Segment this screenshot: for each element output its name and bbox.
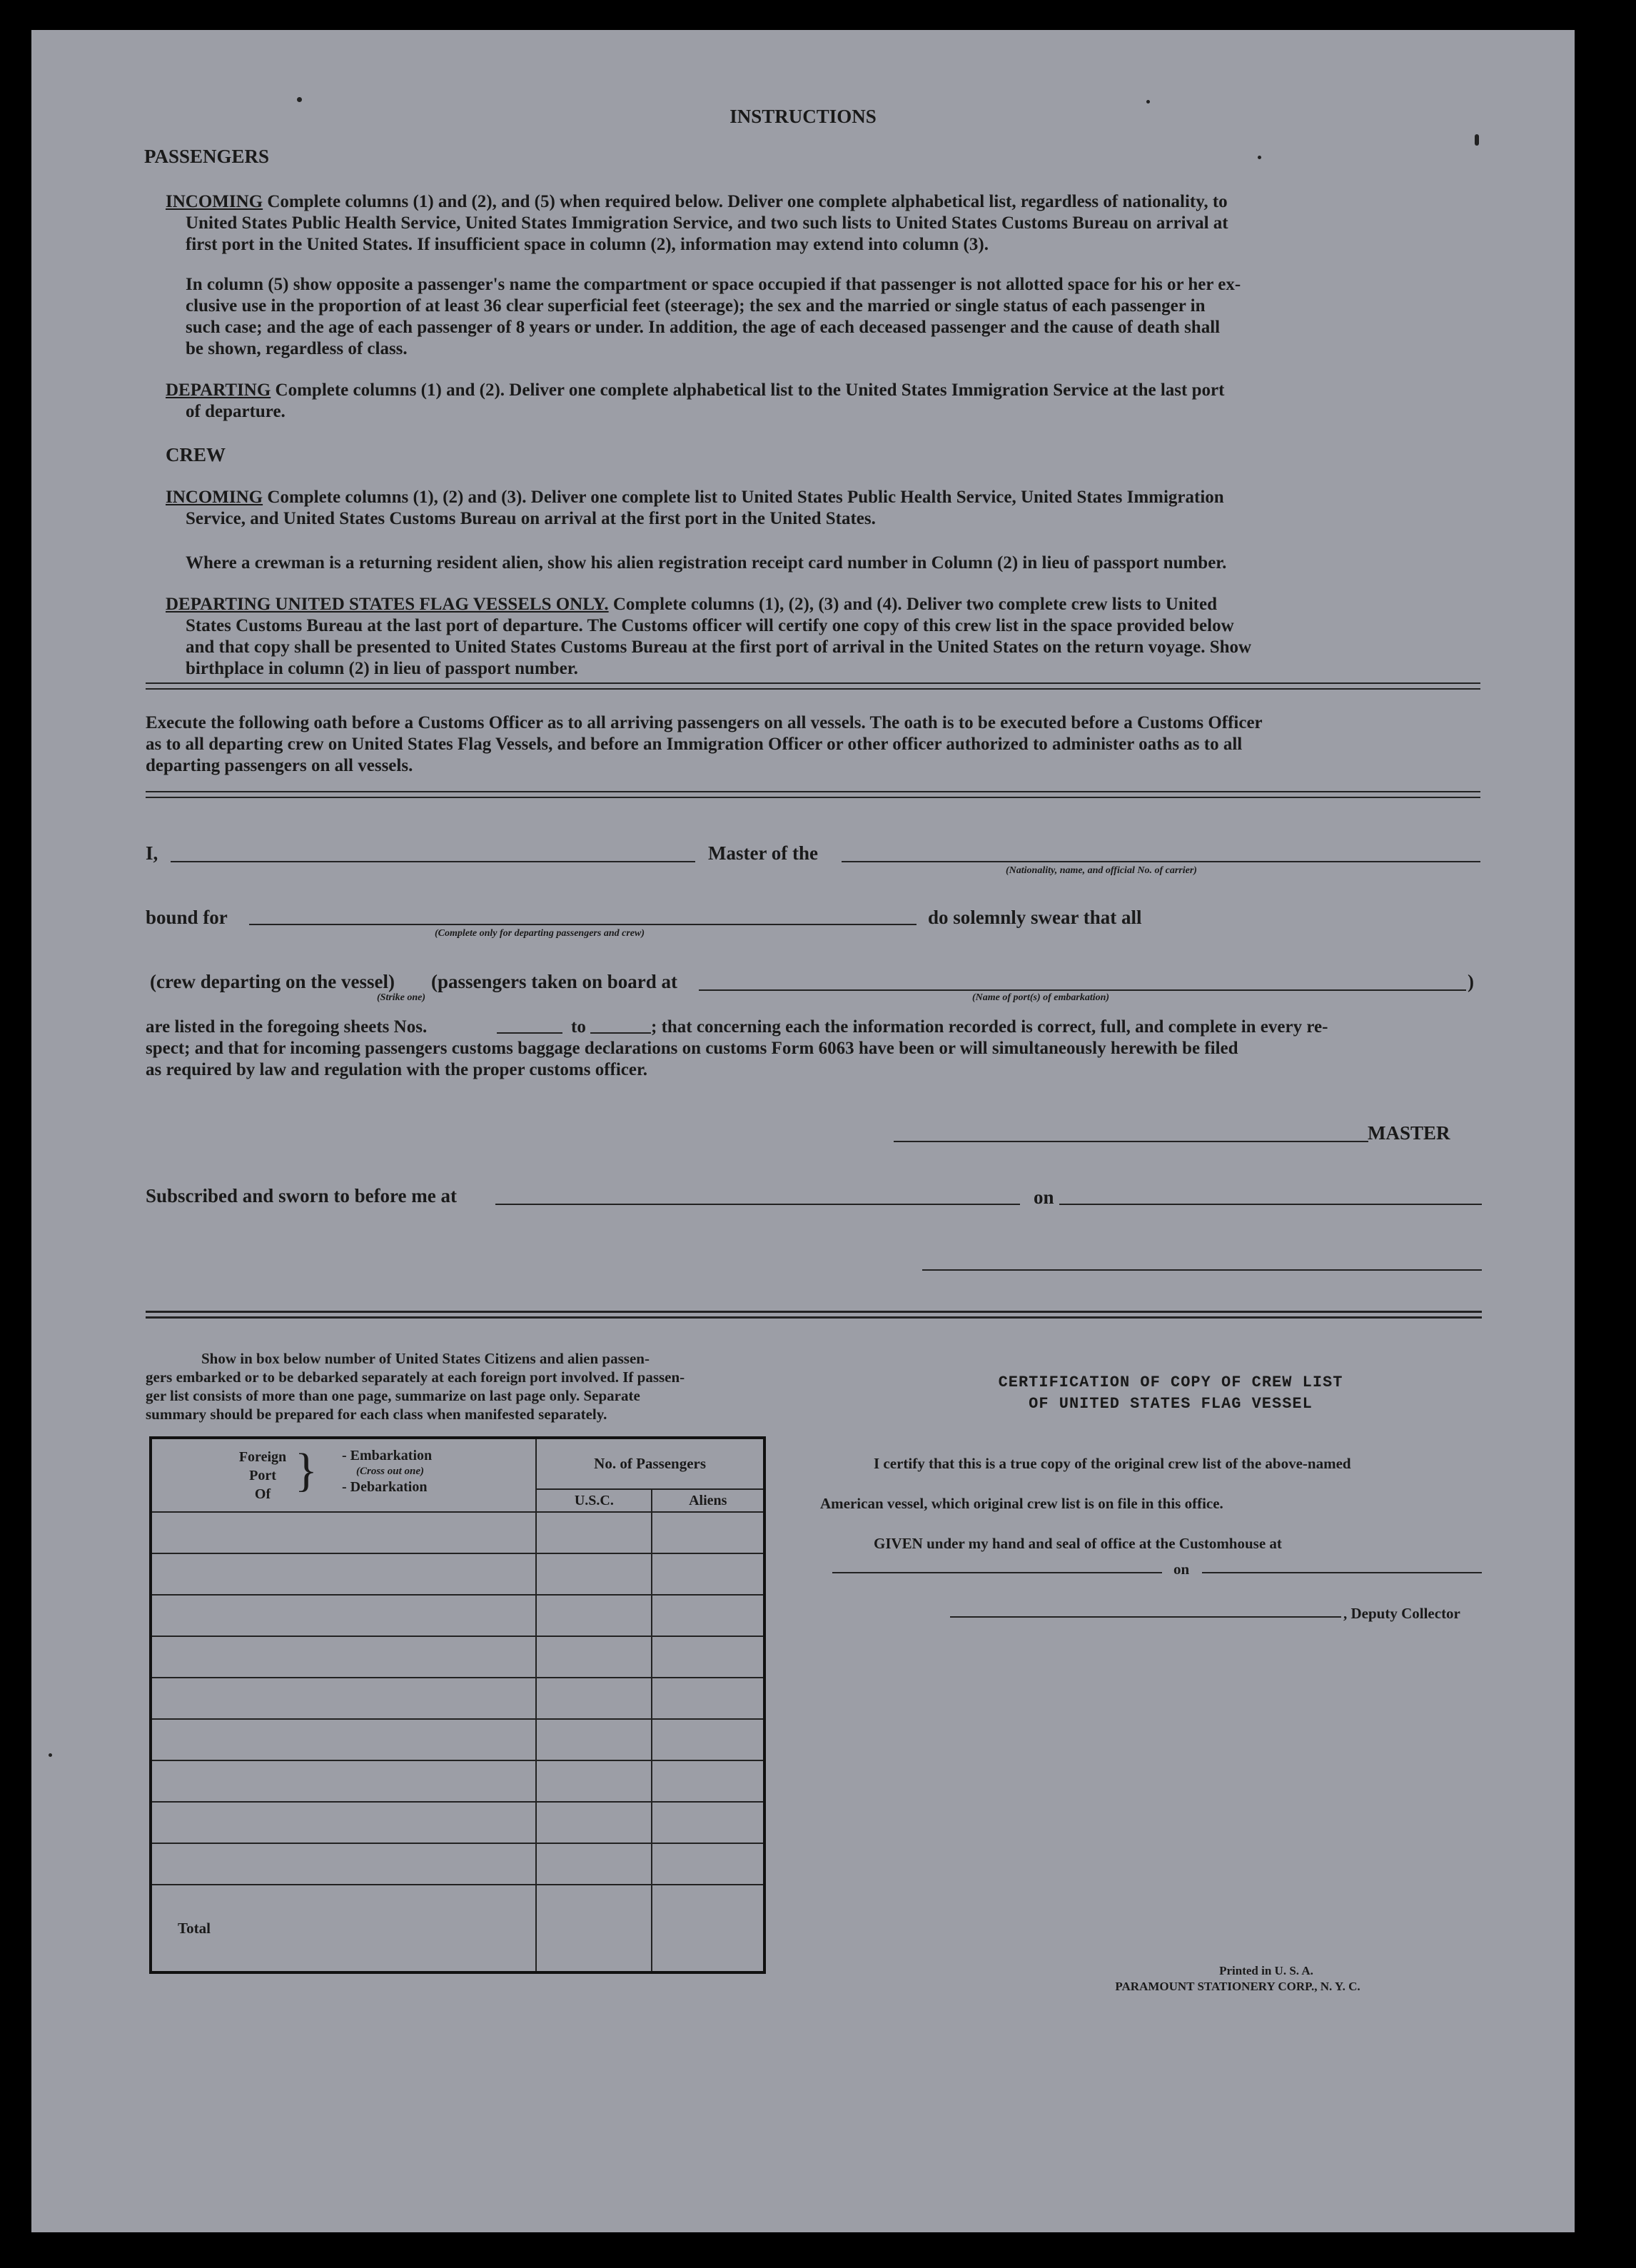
usc-cell[interactable] bbox=[536, 1595, 652, 1636]
aliens-cell[interactable] bbox=[652, 1595, 764, 1636]
bound-for-label: bound for bbox=[146, 907, 228, 928]
aliens-cell[interactable] bbox=[652, 1719, 764, 1760]
sworn-location-field[interactable] bbox=[495, 1204, 1020, 1205]
speck bbox=[1258, 156, 1261, 159]
table-row bbox=[151, 1512, 764, 1553]
bound-for-field[interactable] bbox=[249, 924, 917, 925]
usc-cell[interactable] bbox=[536, 1678, 652, 1719]
crew-departing-text-4: birthplace in column (2) in lieu of passport number. bbox=[186, 659, 578, 678]
port-cell[interactable] bbox=[151, 1719, 536, 1760]
subscribed-label: Subscribed and sworn to before me at bbox=[146, 1185, 458, 1206]
aliens-cell[interactable] bbox=[652, 1512, 764, 1553]
table-row bbox=[151, 1595, 764, 1636]
sheet-to-field[interactable] bbox=[590, 1032, 651, 1034]
embark-debark-label bbox=[342, 1448, 432, 1495]
sworn-on-label: on bbox=[1034, 1186, 1054, 1208]
certify-on-label: on bbox=[1173, 1561, 1190, 1578]
master-name-field[interactable] bbox=[171, 861, 695, 862]
aliens-cell[interactable] bbox=[652, 1636, 764, 1678]
certification-title bbox=[817, 1372, 1525, 1415]
ports-caption: (Name of port(s) of embarkation) bbox=[972, 992, 1110, 1003]
passengers-incoming-paragraph bbox=[166, 191, 1465, 256]
embarkation-ports-field[interactable] bbox=[699, 989, 1466, 991]
deputy-signature-field[interactable] bbox=[950, 1616, 1341, 1618]
oath-intro-line: departing passengers on all vessels. bbox=[146, 756, 413, 775]
listed-line: as required by law and regulation with the proper customs officer. bbox=[146, 1060, 648, 1079]
usc-total-cell[interactable] bbox=[536, 1885, 652, 1972]
master-signature-field[interactable] bbox=[894, 1141, 1368, 1142]
crew-departing-text-3: and that copy shall be presented to United States Customs Bureau at the first port of arrival in the United States on the return voyage. Show bbox=[186, 637, 1252, 657]
aliens-cell[interactable] bbox=[652, 1760, 764, 1802]
table-row bbox=[151, 1719, 764, 1760]
usc-header: U.S.C. bbox=[536, 1489, 652, 1512]
divider bbox=[146, 1311, 1482, 1313]
deputy-collector-label: , Deputy Collector bbox=[1343, 1605, 1460, 1622]
listed-a: are listed in the foregoing sheets Nos. bbox=[146, 1017, 428, 1037]
listed-continuation bbox=[146, 1038, 1488, 1081]
aliens-cell[interactable] bbox=[652, 1553, 764, 1595]
master-label: MASTER bbox=[1368, 1122, 1450, 1144]
bound-for-caption: (Complete only for departing passengers and crew) bbox=[435, 928, 645, 939]
oath-i-label: I, bbox=[146, 842, 158, 864]
no-passengers-header: No. of Passengers bbox=[536, 1438, 764, 1489]
port-cell[interactable] bbox=[151, 1595, 536, 1636]
crew-departing-text-2: States Customs Bureau at the last port of departure. The Customs officer will certify one copy of this crew list in the space provided below bbox=[186, 616, 1234, 635]
passengers-incoming-text-3: first port in the United States. If insufficient space in column (2), information may extend into column (3). bbox=[186, 235, 989, 254]
crew-incoming-text-2: Service, and United States Customs Bureau on arrival at the first port in the United States. bbox=[186, 509, 876, 528]
passengers-departing-label: DEPARTING bbox=[166, 380, 271, 400]
usc-cell[interactable] bbox=[536, 1512, 652, 1553]
certify-line1: I certify that this is a true copy of the original crew list of the above-named bbox=[874, 1455, 1351, 1472]
total-label: Total bbox=[151, 1885, 536, 1972]
passengers-heading: PASSENGERS bbox=[144, 146, 270, 167]
port-cell[interactable] bbox=[151, 1512, 536, 1553]
crew-incoming-paragraph bbox=[166, 487, 1465, 530]
crew-departing-text: Complete columns (1), (2), (3) and (4). Deliver two complete crew lists to United bbox=[612, 595, 1218, 614]
summary-line: Show in box below number of United States Citizens and alien passen- bbox=[201, 1350, 650, 1367]
passengers-incoming-text-2: United States Public Health Service, United States Immigration Service, and two such lists to United States Customs Bureau on arrival at bbox=[186, 213, 1228, 233]
divider bbox=[146, 791, 1480, 792]
cross-out-caption: (Cross out one) bbox=[356, 1466, 425, 1477]
table-row bbox=[151, 1553, 764, 1595]
port-cell[interactable] bbox=[151, 1636, 536, 1678]
port-cell[interactable] bbox=[151, 1553, 536, 1595]
passengers-departing-text: Complete columns (1) and (2). Deliver one complete alphabetical list to the United States Immigration Service at the last port bbox=[275, 380, 1225, 400]
usc-cell[interactable] bbox=[536, 1802, 652, 1843]
listed-to: to bbox=[571, 1017, 586, 1037]
divider bbox=[146, 682, 1480, 684]
usc-cell[interactable] bbox=[536, 1553, 652, 1595]
certification-title-line: CERTIFICATION OF COPY OF CREW LIST bbox=[998, 1374, 1343, 1391]
port-cell[interactable] bbox=[151, 1678, 536, 1719]
passenger-summary-table bbox=[149, 1436, 766, 1974]
oath-intro-line: as to all departing crew on United States Flag Vessels, and before an Immigration Officer or other officer authorized to administer oaths as to all bbox=[146, 735, 1243, 754]
usc-cell[interactable] bbox=[536, 1719, 652, 1760]
speck bbox=[1146, 100, 1150, 104]
usc-cell[interactable] bbox=[536, 1843, 652, 1885]
foreign-text: Foreign bbox=[238, 1449, 287, 1465]
passengers-incoming-text: Complete columns (1) and (2), and (5) when required below. Deliver one complete alphabetical list, regardless of nationality, to bbox=[267, 192, 1228, 211]
master-of-the-label: Master of the bbox=[708, 842, 818, 864]
column5-line: clusive use in the proportion of at least 36 clear superficial feet (steerage); the sex and the married or single status of each passenger in bbox=[186, 296, 1206, 316]
table-row bbox=[151, 1843, 764, 1885]
aliens-total-cell[interactable] bbox=[652, 1885, 764, 1972]
embarkation-text[interactable]: - Embarkation bbox=[342, 1448, 433, 1463]
passengers-taken-option[interactable]: (passengers taken on board at bbox=[431, 971, 678, 992]
carrier-field[interactable] bbox=[842, 861, 1480, 862]
of-text: Of bbox=[254, 1486, 271, 1502]
divider bbox=[146, 797, 1480, 798]
crew-departing-label: DEPARTING UNITED STATES FLAG VESSELS ONLY. bbox=[166, 595, 609, 614]
passengers-departing-paragraph bbox=[166, 380, 1465, 423]
table-row bbox=[151, 1760, 764, 1802]
foreign-port-of-label bbox=[231, 1448, 295, 1503]
carrier-caption: (Nationality, name, and official No. of carrier) bbox=[1006, 865, 1197, 876]
crew-resident-text: Where a crewman is a returning resident alien, show his alien registration receipt card number in Column (2) in lieu of passport number. bbox=[186, 553, 1227, 573]
summary-line: ger list consists of more than one page, summarize on last page only. Separate bbox=[146, 1387, 640, 1404]
crew-incoming-text: Complete columns (1), (2) and (3). Deliver one complete list to United States Public Health Service, United States Immigration bbox=[267, 488, 1224, 507]
sworn-date-field[interactable] bbox=[1059, 1204, 1482, 1205]
strike-one-caption: (Strike one) bbox=[377, 992, 426, 1003]
aliens-header: Aliens bbox=[652, 1489, 764, 1512]
certify-line3: GIVEN under my hand and seal of office at the Customhouse at bbox=[874, 1535, 1282, 1552]
certify-date-field[interactable] bbox=[1202, 1572, 1482, 1573]
close-paren: ) bbox=[1468, 971, 1474, 992]
aliens-cell[interactable] bbox=[652, 1843, 764, 1885]
brace-icon: } bbox=[295, 1444, 318, 1496]
port-cell[interactable] bbox=[151, 1760, 536, 1802]
summary-line: summary should be prepared for each class when manifested separately. bbox=[146, 1406, 607, 1423]
column5-line: such case; and the age of each passenger of 8 years or under. In addition, the age of each deceased passenger and the cause of death shall bbox=[186, 318, 1221, 337]
column5-line: In column (5) show opposite a passenger's name the compartment or space occupied if that passenger is not allotted space for his or her ex- bbox=[186, 275, 1241, 294]
crew-incoming-label: INCOMING bbox=[166, 488, 263, 507]
page-title: INSTRUCTIONS bbox=[729, 106, 877, 127]
column5-line: be shown, regardless of class. bbox=[186, 339, 408, 358]
aliens-cell[interactable] bbox=[652, 1678, 764, 1719]
certify-line2: American vessel, which original crew list is on file in this office. bbox=[820, 1495, 1223, 1512]
customhouse-field[interactable] bbox=[832, 1572, 1162, 1573]
summary-note bbox=[146, 1349, 817, 1423]
printer-line: PARAMOUNT STATIONERY CORP., N. Y. C. bbox=[1115, 1980, 1360, 1993]
printer-imprint bbox=[1016, 1963, 1459, 1995]
listed-line: spect; and that for incoming passengers customs baggage declarations on customs Form 6063 have been or will simultaneously herewith be filed bbox=[146, 1039, 1238, 1058]
oath-intro bbox=[146, 712, 1488, 777]
speck bbox=[297, 97, 302, 102]
passengers-departing-text-2: of departure. bbox=[186, 402, 286, 421]
listed-b: ; that concerning each the information recorded is correct, full, and complete in every re- bbox=[651, 1017, 1328, 1037]
oath-intro-line: Execute the following oath before a Customs Officer as to all arriving passengers on all vessels. The oath is to be executed before a Customs Officer bbox=[146, 713, 1263, 732]
usc-cell[interactable] bbox=[536, 1636, 652, 1678]
port-text: Port bbox=[249, 1468, 276, 1483]
table-row bbox=[151, 1636, 764, 1678]
port-cell[interactable] bbox=[151, 1843, 536, 1885]
divider bbox=[146, 1316, 1482, 1319]
column5-paragraph bbox=[186, 274, 1463, 360]
port-header-cell bbox=[151, 1438, 536, 1512]
crew-heading: CREW bbox=[166, 444, 226, 465]
summary-line: gers embarked or to be debarked separately at each foreign port involved. If passen- bbox=[146, 1369, 685, 1386]
certification-title-line: OF UNITED STATES FLAG VESSEL bbox=[1029, 1395, 1313, 1413]
officer-signature-field[interactable] bbox=[922, 1269, 1482, 1271]
crew-departing-paragraph bbox=[166, 594, 1465, 680]
sheet-from-field[interactable] bbox=[497, 1032, 562, 1034]
speck bbox=[1475, 134, 1479, 146]
speck bbox=[49, 1753, 52, 1757]
port-cell[interactable] bbox=[151, 1802, 536, 1843]
swear-text: do solemnly swear that all bbox=[928, 907, 1142, 928]
passengers-incoming-label: INCOMING bbox=[166, 192, 263, 211]
table-row bbox=[151, 1678, 764, 1719]
aliens-cell[interactable] bbox=[652, 1802, 764, 1843]
form-sheet bbox=[31, 30, 1575, 2232]
total-row bbox=[151, 1885, 764, 1972]
debarkation-text[interactable]: - Debarkation bbox=[342, 1479, 428, 1495]
divider bbox=[146, 688, 1480, 690]
printer-line: Printed in U. S. A. bbox=[1219, 1964, 1313, 1977]
usc-cell[interactable] bbox=[536, 1760, 652, 1802]
crew-departing-option[interactable]: (crew departing on the vessel) bbox=[150, 971, 395, 992]
table-row bbox=[151, 1802, 764, 1843]
